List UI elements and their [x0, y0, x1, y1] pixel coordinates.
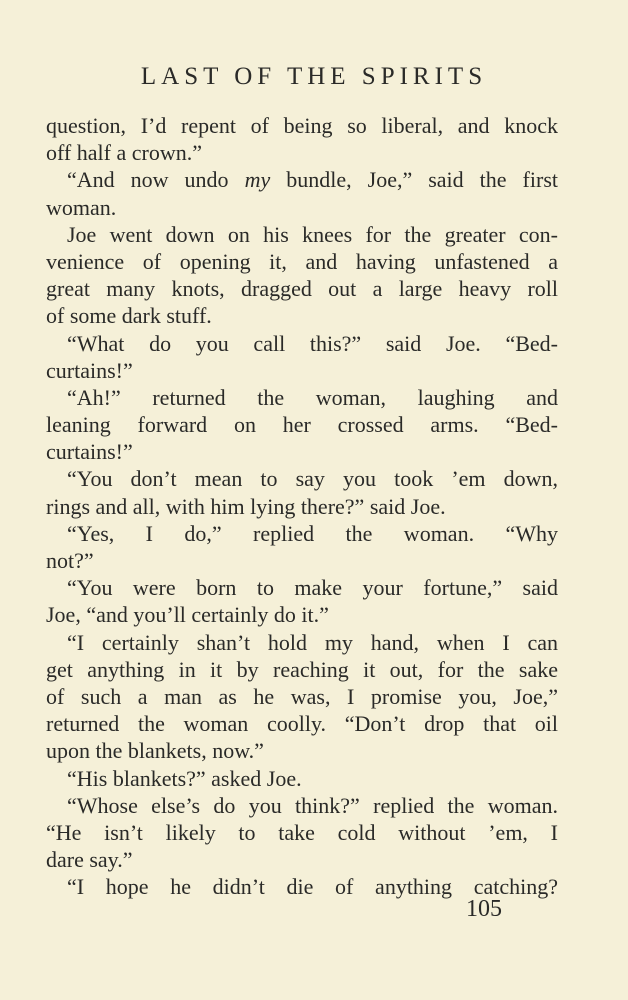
text-line: “Whose else’s do you think?” replied the woman. [67, 792, 558, 818]
text-line: of some dark stuff. [46, 303, 212, 329]
text-line: “I hope he didn’t die of anything catching? [67, 874, 558, 900]
text-line: venience of opening it, and having unfastened a [46, 248, 558, 274]
text-line: “His blankets?” asked Joe. [67, 765, 302, 791]
text-line: “You were born to make your fortune,” said [67, 575, 558, 601]
text-line: “He isn’t likely to take cold without ’em, I [46, 819, 558, 845]
text-line: “Ah!” returned the woman, laughing and [67, 384, 558, 410]
text-line: dare say.” [46, 847, 133, 873]
text-line: off half a crown.” [46, 140, 202, 166]
text-line: not?” [46, 548, 94, 573]
text-line: question, I’d repent of being so liberal, and knock [46, 113, 558, 138]
text-line: “What do you call this?” said Joe. “Bed- [67, 330, 558, 356]
text-line [46, 166, 558, 193]
text-line: leaning forward on her crossed arms. “Bed- [46, 412, 558, 438]
text-fragment: bundle, Joe,” said the first [270, 167, 558, 193]
italic-emphasis: my [244, 167, 271, 193]
text-line: rings and all, with him lying there?” said Joe. [46, 493, 446, 519]
text-line: curtains!” [46, 439, 133, 465]
text-line: curtains!” [46, 357, 133, 383]
text-line: “Yes, I do,” replied the woman. “Why [67, 520, 558, 546]
text-line: upon the blankets, now.” [46, 738, 264, 764]
running-head: LAST OF THE SPIRITS [140, 63, 488, 90]
text-line: great many knots, dragged out a large heavy roll [46, 276, 558, 302]
text-line: “I certainly shan’t hold my hand, when I can [67, 629, 558, 655]
text-line: Joe, “and you’ll certainly do it.” [46, 602, 329, 628]
text-line: Joe went down on his knees for the greater con- [67, 221, 558, 247]
text-line: of such a man as he was, I promise you, Joe,” [46, 683, 558, 709]
text-line: returned the woman coolly. “Don’t drop that oil [46, 711, 558, 737]
text-fragment: “And now undo [67, 167, 245, 193]
text-line: get anything in it by reaching it out, for the sake [46, 656, 558, 682]
page-number: 105 [466, 896, 502, 922]
body-text [46, 112, 558, 900]
text-line: “You don’t mean to say you took ’em down, [67, 466, 558, 492]
text-line: woman. [46, 194, 117, 220]
